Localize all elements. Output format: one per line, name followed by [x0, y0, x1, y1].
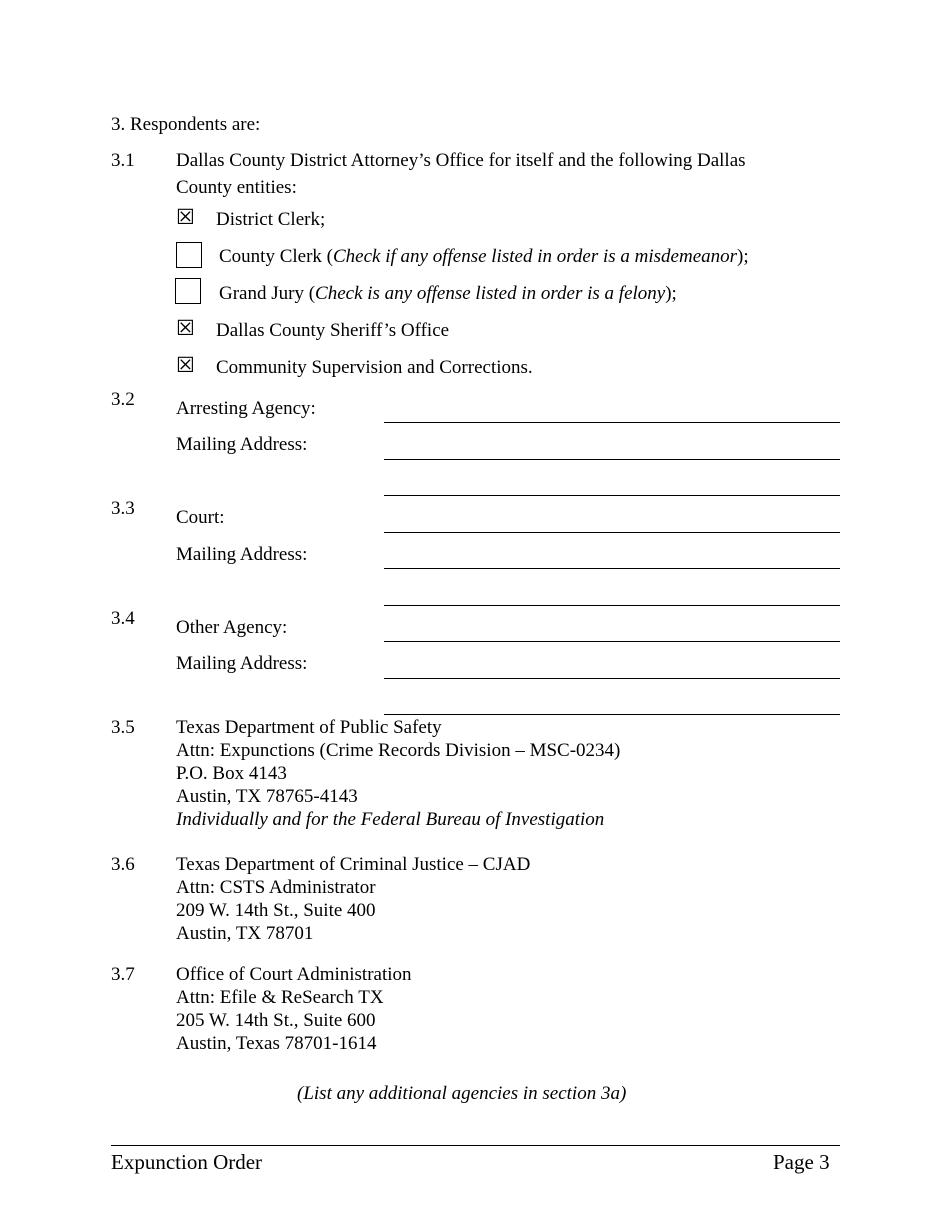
community-supervision-label: Community Supervision and Corrections. [216, 357, 533, 378]
other-agency-address-field-1[interactable] [384, 678, 840, 679]
dps-note: Individually and for the Federal Bureau of Investigation [176, 809, 605, 830]
oca-city: Austin, Texas 78701-1614 [176, 1033, 377, 1054]
tdcj-name: Texas Department of Criminal Justice – CJAD [176, 854, 531, 875]
county-clerk-label: County Clerk (Check if any offense listed in order is a misdemeanor); [219, 246, 749, 267]
section-number-3-4: 3.4 [111, 608, 135, 629]
district-clerk-checkbox[interactable]: ☒ [176, 205, 195, 229]
sheriff-office-checkbox[interactable]: ☒ [176, 316, 195, 340]
section-3-1-text-line2: County entities: [176, 177, 297, 198]
arresting-agency-address-label: Mailing Address: [176, 434, 308, 455]
oca-address-block [176, 963, 412, 1055]
court-address-field-1[interactable] [384, 568, 840, 569]
section-number-3-5: 3.5 [111, 717, 135, 738]
court-address-label: Mailing Address: [176, 544, 308, 565]
tdcj-street: 209 W. 14th St., Suite 400 [176, 900, 376, 921]
tdcj-city: Austin, TX 78701 [176, 923, 314, 944]
dps-po-box: P.O. Box 4143 [176, 763, 287, 784]
footer-divider [111, 1145, 840, 1146]
section-number-3-6: 3.6 [111, 854, 135, 875]
section-heading: 3. Respondents are: [111, 114, 261, 135]
county-clerk-checkbox[interactable] [176, 242, 202, 268]
other-agency-field[interactable] [384, 641, 840, 642]
oca-name: Office of Court Administration [176, 964, 412, 985]
court-label: Court: [176, 507, 225, 528]
dps-city: Austin, TX 78765-4143 [176, 786, 358, 807]
community-supervision-checkbox[interactable]: ☒ [176, 353, 195, 377]
tdcj-address-block [176, 853, 530, 945]
other-agency-address-field-2[interactable] [384, 714, 840, 715]
other-agency-label: Other Agency: [176, 617, 288, 638]
section-3-1-text-line1: Dallas County District Attorney’s Office for itself and the following Dallas [176, 150, 746, 171]
footer-page-number: Page 3 [773, 1150, 830, 1174]
arresting-agency-field[interactable] [384, 422, 840, 423]
section-number-3-2: 3.2 [111, 389, 135, 410]
dps-address-block [176, 716, 620, 831]
grand-jury-checkbox[interactable] [175, 278, 201, 304]
section-number-3-3: 3.3 [111, 498, 135, 519]
grand-jury-label: Grand Jury (Check is any offense listed in order is a felony); [219, 283, 677, 304]
tdcj-attn: Attn: CSTS Administrator [176, 877, 376, 898]
oca-street: 205 W. 14th St., Suite 600 [176, 1010, 376, 1031]
dps-attn: Attn: Expunctions (Crime Records Division – MSC-0234) [176, 740, 621, 761]
court-address-field-2[interactable] [384, 605, 840, 606]
sheriff-office-label: Dallas County Sheriff’s Office [216, 320, 450, 341]
district-clerk-label: District Clerk; [216, 209, 326, 230]
arresting-agency-label: Arresting Agency: [176, 398, 316, 419]
arresting-agency-address-field-1[interactable] [384, 459, 840, 460]
section-number-3-7: 3.7 [111, 964, 135, 985]
other-agency-address-label: Mailing Address: [176, 653, 308, 674]
dps-name: Texas Department of Public Safety [176, 717, 442, 738]
additional-agencies-note: (List any additional agencies in section 3a) [297, 1083, 627, 1104]
footer-document-title: Expunction Order [111, 1150, 263, 1174]
oca-attn: Attn: Efile & ReSearch TX [176, 987, 384, 1008]
court-field[interactable] [384, 532, 840, 533]
section-number-3-1: 3.1 [111, 150, 135, 171]
arresting-agency-address-field-2[interactable] [384, 495, 840, 496]
